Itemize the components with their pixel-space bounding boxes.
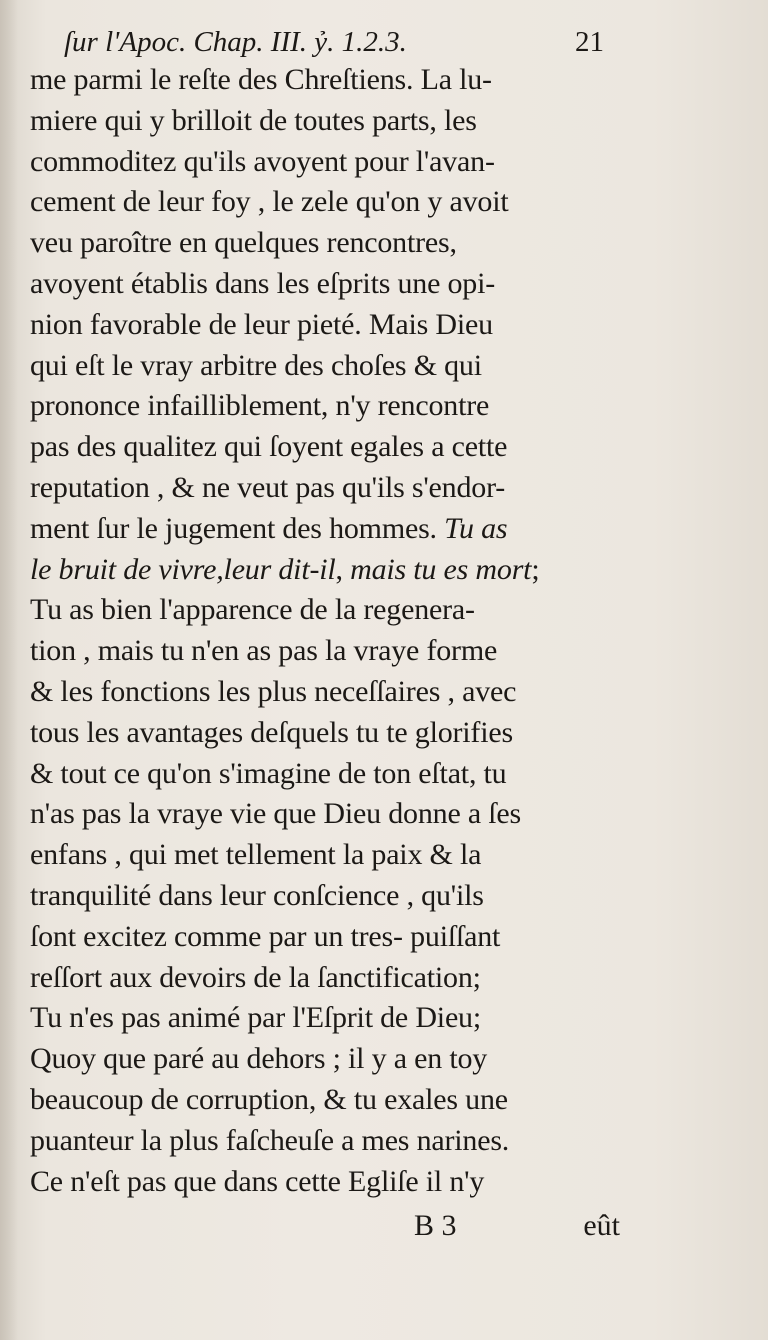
text-segment: me parmi le reſte des Chreſtiens. La lu- <box>30 63 492 96</box>
italic-text-segment: le bruit de vivre,leur dit-il <box>30 552 336 586</box>
text-segment: reſſort aux devoirs de la ſanctification; <box>30 960 481 994</box>
text-segment: reputation , & ne veut pas qu'ils s'endor- <box>30 470 506 504</box>
text-segment: enfans , qui met tellement la paix & la <box>30 838 482 872</box>
text-segment: cement de leur foy , le zele qu'on y avoit <box>30 185 509 219</box>
text-segment: nion favorable de leur pieté. Mais Dieu <box>30 307 493 341</box>
page-footer <box>30 1204 620 1248</box>
text-line <box>30 876 620 917</box>
text-line <box>30 346 620 387</box>
text-segment: Quoy que paré au dehors ; il y a en toy <box>30 1042 488 1076</box>
text-line <box>30 672 620 713</box>
text-segment: tous les avantages deſquels tu te glorifies <box>30 715 513 749</box>
text-segment: beaucoup de corruption, & tu exales une <box>30 1082 508 1116</box>
text-segment: miere qui y brilloit de toutes parts, les <box>30 103 477 137</box>
text-line <box>30 427 620 468</box>
text-line <box>30 386 620 427</box>
text-line <box>30 182 620 223</box>
text-segment: prononce infailliblement, n'y rencontre <box>30 389 490 423</box>
text-line <box>30 305 620 346</box>
text-line <box>30 1039 620 1080</box>
page-gutter-shadow <box>0 0 18 1340</box>
text-line <box>30 1121 620 1162</box>
text-segment: Tu as bien l'apparence de la regenera- <box>30 593 475 627</box>
text-line <box>30 509 620 550</box>
text-line <box>30 794 620 835</box>
running-header <box>64 20 604 64</box>
text-line <box>30 223 620 264</box>
text-segment: ſont excitez comme par un tres- puiſſant <box>30 919 501 953</box>
text-line <box>30 142 620 183</box>
text-line <box>30 590 620 631</box>
page-number: 21 <box>575 26 604 58</box>
text-line <box>30 998 620 1039</box>
text-segment: commoditez qu'ils avoyent pour l'avan- <box>30 144 495 178</box>
italic-text-segment: mais tu es mort <box>350 552 532 586</box>
text-line <box>30 713 620 754</box>
text-segment: & les fonctions les plus neceſſaires , avec <box>30 674 517 708</box>
text-line <box>30 550 620 591</box>
text-segment: , <box>335 552 351 586</box>
text-line <box>30 1162 620 1203</box>
text-segment: veu paroître en quelques rencontres, <box>30 226 457 260</box>
italic-text-segment: Tu as <box>444 511 508 545</box>
text-line <box>30 1080 620 1121</box>
text-line <box>30 101 620 142</box>
text-segment: avoyent établis dans les eſprits une opi- <box>30 266 496 300</box>
text-segment: ment ſur le jugement des hommes. <box>30 511 445 545</box>
signature-mark: B 3 <box>414 1209 457 1242</box>
text-segment: Ce n'eſt pas que dans cette Egliſe il n'y <box>30 1164 485 1198</box>
text-segment: tranquilité dans leur conſcience , qu'ils <box>30 878 484 912</box>
text-segment: n'as pas la vraye vie que Dieu donne a ſes <box>30 797 521 831</box>
text-segment: qui eſt le vray arbitre des choſes & qui <box>30 348 482 382</box>
text-segment: pas des qualitez qui ſoyent egales a cette <box>30 430 508 464</box>
text-line <box>30 754 620 795</box>
running-title: ſur l'Apoc. Chap. III. ỷ. 1.2.3. <box>64 26 407 58</box>
body-text <box>30 60 620 1202</box>
catchword: eût <box>583 1209 620 1242</box>
text-line <box>30 958 620 999</box>
text-line <box>30 468 620 509</box>
text-segment: Tu n'es pas animé par l'Eſprit de Dieu; <box>30 1001 481 1035</box>
text-segment: tion , mais tu n'en as pas la vraye forme <box>30 634 498 668</box>
text-line <box>30 264 620 305</box>
text-line <box>30 631 620 672</box>
text-segment: & tout ce qu'on s'imagine de ton eſtat, tu <box>30 756 507 790</box>
text-segment: ; <box>531 552 540 586</box>
text-line <box>30 917 620 958</box>
text-line <box>30 835 620 876</box>
text-segment: puanteur la plus faſcheuſe a mes narines. <box>30 1123 510 1157</box>
text-line <box>30 60 620 101</box>
